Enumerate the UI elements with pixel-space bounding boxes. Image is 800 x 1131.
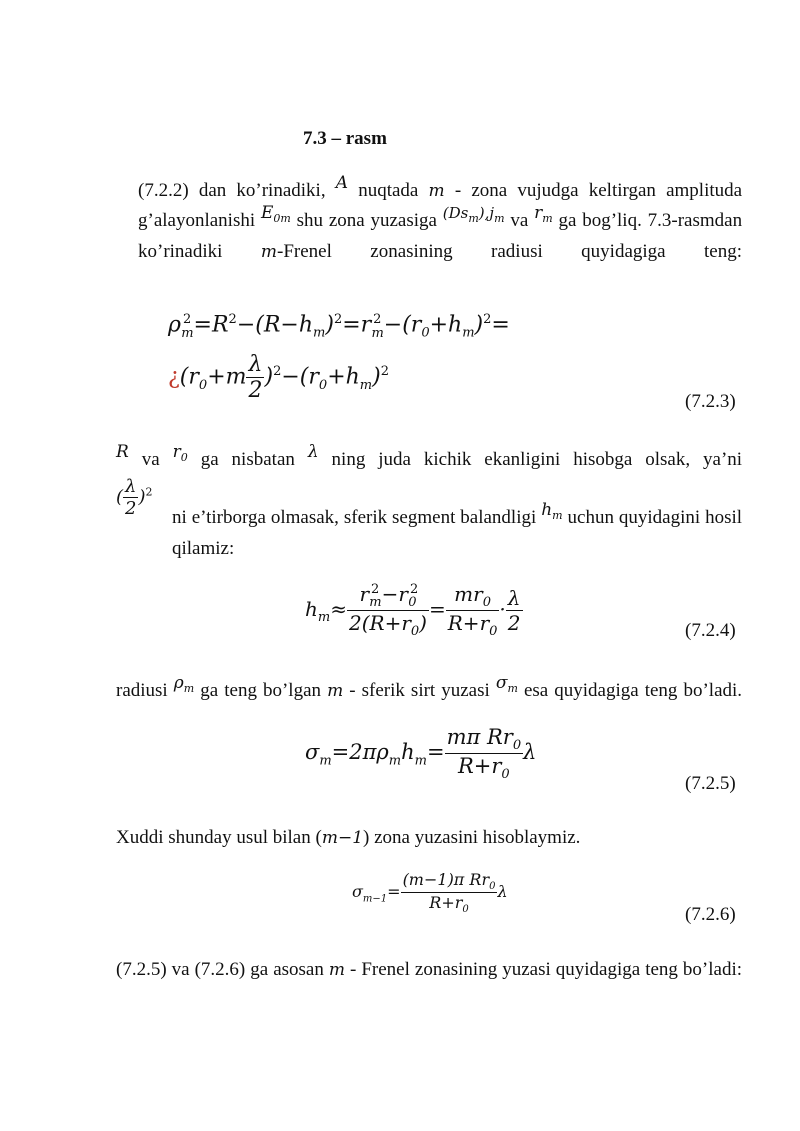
math-m: m [328, 960, 345, 980]
fraction-1: $\frac{r ^2_m-r ^2_0}{2(R+r_0)}$ [348, 582, 427, 639]
math-m: m [327, 681, 344, 701]
text: - sferik sirt yuzasi [349, 680, 490, 701]
math-lambda: λ [307, 442, 319, 462]
text: esa quyidagiga teng bo’ladi. [523, 680, 743, 701]
text: ni e’tirborga olmasak, sferik segment balandligi [172, 507, 537, 528]
equation-7-2-3-line2: ¿($r_0+m$ $\frac{\lambda}{2}$ )$^2-(r_0+h_m)^2$ [168, 352, 389, 403]
math-r0: $r_0$ [172, 442, 188, 464]
text: Xuddi shunday usul bilan ( [116, 827, 322, 848]
text: - zona vujudga keltirgan amplituda g’alayonlanishi [138, 180, 743, 231]
paragraph-conclusion [116, 955, 742, 985]
text: nuqtada [358, 180, 419, 201]
math-m-minus-1: m−1 [321, 828, 364, 848]
equation-7-2-6: $\sigma_{m-1}=$ $\frac{(m-1)\pi Rr_0}{R+r_0}$ λ [352, 870, 508, 916]
paragraph-approximation [116, 442, 743, 476]
math-sigma-m: $\sigma_m$ [495, 673, 518, 695]
equation-number: (7.2.5) [685, 773, 736, 794]
math-m: m [260, 242, 277, 262]
text: ning juda kichik ekanligini hisobga olsak, ya’ni [331, 449, 743, 470]
equation-7-2-3-line1: ρ $^2_m=R^2-(R-h_m)^2=r$ $^2_m-(r_0+h_m)^2=$ [168, 312, 510, 341]
text: -Frenel zonasining radiusi quyidagiga teng: [277, 241, 743, 262]
math-rho-m: $\rho_m$ [173, 673, 195, 695]
math-lambda-half-squared: ( $\frac{\lambda}{2}$ )$^2$ [116, 476, 153, 519]
equation-7-2-5: $\sigma_m=2\pi\rho_mh_m=$ $\frac{m\pi Rr_0}{R+r_0}$ λ [305, 725, 537, 783]
math-rm: $r_m$ [534, 203, 553, 225]
text: ga teng bo’lgan [200, 680, 322, 701]
fraction-1: $\frac{m\pi Rr_0}{R+r_0}$ [446, 725, 522, 783]
paragraph-sphere-area [116, 673, 743, 707]
text: ga bog’liq. 7.3-rasmdan ko’rinadiki [138, 210, 743, 262]
text: shu zona yuzasiga [296, 210, 437, 231]
math-hm: $h_m$ [541, 500, 563, 522]
text: ga nisbatan [200, 449, 295, 470]
math-m: m [428, 181, 445, 201]
text: ) zona yuzasini hisoblaymiz. [363, 827, 581, 848]
text: (7.2.2) dan ko’rinadiki, [138, 180, 326, 201]
fraction-1: $\frac{(m-1)\pi Rr_0}{R+r_0}$ [402, 870, 496, 916]
equation-number: (7.2.6) [685, 904, 736, 925]
text: va [141, 449, 160, 470]
text: va [510, 210, 529, 231]
paragraph-approximation-cont [172, 500, 743, 563]
fraction-lambda-half: $\frac{\lambda}{2}$ [248, 352, 263, 403]
text: uchun quyidagini hosil qilamiz: [172, 507, 743, 559]
text: (7.2.5) va (7.2.6) ga asosan [116, 959, 324, 980]
inverted-question-mark: ¿ [168, 364, 180, 390]
math-A: A [335, 173, 349, 193]
equation-number: (7.2.3) [685, 391, 736, 412]
math-R: R [116, 442, 129, 462]
fraction-3: $\frac{\lambda}{2}$ [507, 586, 521, 635]
figure-caption: 7.3 – rasm [303, 128, 387, 149]
equation-number: (7.2.4) [685, 620, 736, 641]
text: radiusi [116, 680, 168, 701]
paragraph-intro [138, 173, 743, 267]
fraction-2: $\frac{mr_0}{R+r_0}$ [447, 582, 498, 639]
text: - Frenel zonasining yuzasi quyidagiga teng bo’ladi: [350, 959, 743, 980]
math-dsm-jm: (Dsm),jm [442, 204, 505, 225]
equation-7-2-4: $h_m\approx$ $\frac{r ^2_m-r ^2_0}{2(R+r_0)}$ = $\frac{mr_0}{R+r_0}$ · $\frac{\lambda}{2}$ [305, 582, 521, 639]
math-E0m: $E_{0m}$ [260, 203, 291, 225]
paragraph-similar [116, 823, 742, 853]
